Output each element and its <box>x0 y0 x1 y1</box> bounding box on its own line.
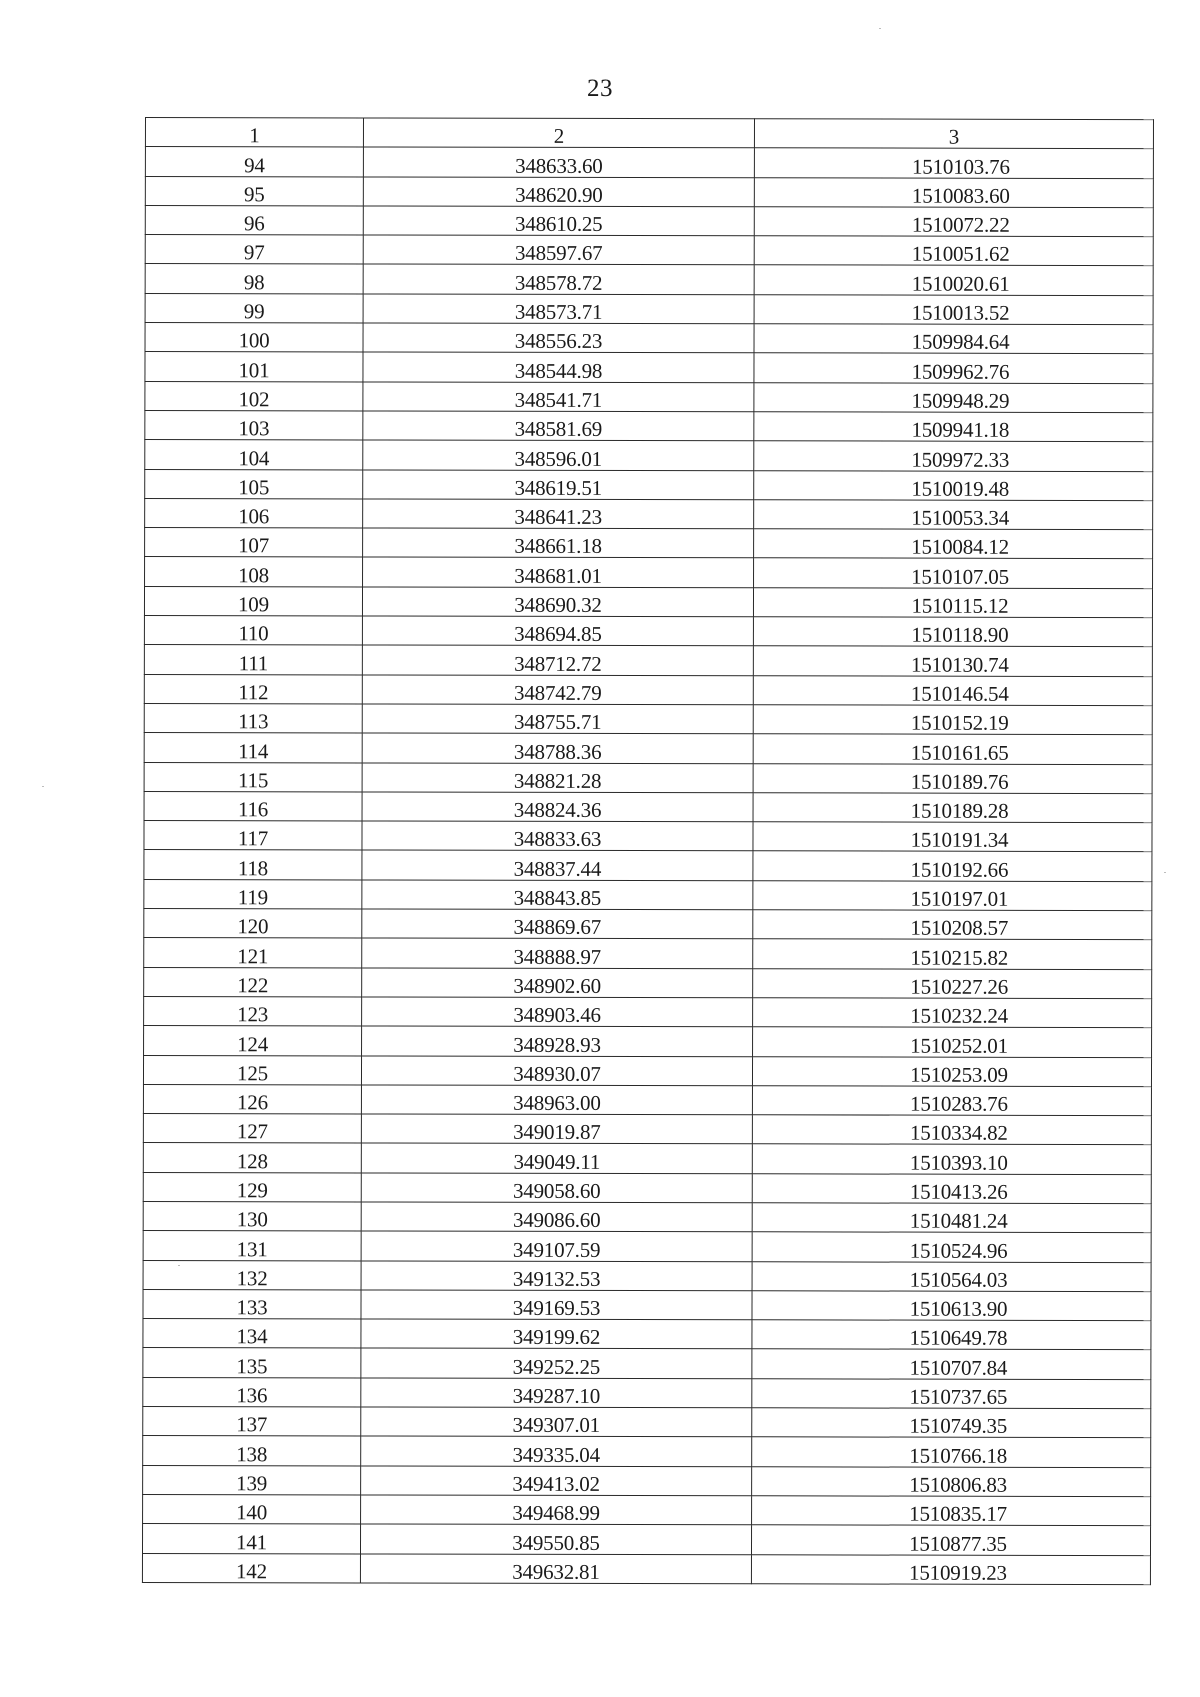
table-row <box>145 528 1153 559</box>
x-coordinate-cell: 348690.32 <box>362 587 753 617</box>
point-number-cell: 104 <box>145 440 363 470</box>
point-number-cell: 126 <box>143 1084 361 1114</box>
table-row <box>144 762 1152 793</box>
y-coordinate-cell: 1510083.60 <box>754 177 1153 207</box>
page-number: 23 <box>587 75 613 102</box>
table-row <box>144 996 1152 1027</box>
x-coordinate-cell: 348903.46 <box>362 997 753 1027</box>
x-coordinate-cell: 348544.98 <box>363 352 754 382</box>
table-row <box>142 1524 1150 1555</box>
x-coordinate-cell: 349307.01 <box>361 1407 752 1437</box>
point-number-cell: 96 <box>145 205 363 235</box>
y-coordinate-cell: 1510189.28 <box>753 793 1152 823</box>
y-coordinate-cell: 1510227.26 <box>753 968 1152 998</box>
table-row <box>145 440 1153 471</box>
table-row <box>143 1348 1151 1379</box>
x-coordinate-cell: 348788.36 <box>362 733 753 763</box>
y-coordinate-cell: 1510749.35 <box>752 1408 1151 1438</box>
table-row <box>143 1494 1151 1525</box>
y-coordinate-cell: 1510393.10 <box>752 1144 1151 1174</box>
y-coordinate-cell: 1510208.57 <box>753 910 1152 940</box>
y-coordinate-cell: 1510146.54 <box>753 675 1152 705</box>
x-coordinate-cell: 349049.11 <box>361 1143 752 1173</box>
table-row <box>143 1436 1151 1467</box>
table-row <box>144 791 1152 822</box>
y-coordinate-cell: 1510197.01 <box>753 880 1152 910</box>
scan-speck <box>42 786 44 787</box>
table-row <box>144 674 1152 705</box>
y-coordinate-cell: 1510161.65 <box>753 734 1152 764</box>
x-coordinate-cell: 348541.71 <box>363 382 754 412</box>
y-coordinate-cell: 1510806.83 <box>752 1466 1151 1496</box>
table-row <box>145 293 1153 324</box>
point-number-cell: 97 <box>145 235 363 265</box>
point-number-cell: 95 <box>145 176 363 206</box>
table-row <box>144 616 1152 647</box>
y-coordinate-cell: 1510191.34 <box>753 822 1152 852</box>
x-coordinate-cell: 348619.51 <box>363 470 754 500</box>
point-number-cell: 101 <box>145 352 363 382</box>
table-row <box>144 821 1152 852</box>
table-header-row <box>145 118 1153 149</box>
y-coordinate-cell: 1510051.62 <box>754 236 1153 266</box>
table-row <box>144 1026 1152 1057</box>
x-coordinate-cell: 349132.53 <box>361 1261 752 1291</box>
point-number-cell: 125 <box>143 1055 361 1085</box>
x-coordinate-cell: 349199.62 <box>361 1319 752 1349</box>
table-row <box>145 498 1153 529</box>
x-coordinate-cell: 348610.25 <box>363 206 754 236</box>
point-number-cell: 132 <box>143 1260 361 1290</box>
point-number-cell: 109 <box>144 586 362 616</box>
y-coordinate-cell: 1510613.90 <box>752 1291 1151 1321</box>
point-number-cell: 137 <box>143 1407 361 1437</box>
y-coordinate-cell: 1510524.96 <box>752 1232 1151 1262</box>
table-row <box>142 1553 1150 1584</box>
table-row <box>145 147 1153 178</box>
table-row <box>143 1055 1151 1086</box>
column-header-2: 2 <box>363 118 754 148</box>
y-coordinate-cell: 1510215.82 <box>753 939 1152 969</box>
y-coordinate-cell: 1510253.09 <box>752 1056 1151 1086</box>
table-row <box>145 352 1153 383</box>
y-coordinate-cell: 1510053.34 <box>754 500 1153 530</box>
x-coordinate-cell: 349413.02 <box>361 1466 752 1496</box>
table-row <box>144 586 1152 617</box>
point-number-cell: 140 <box>143 1494 361 1524</box>
y-coordinate-cell: 1509962.76 <box>754 353 1153 383</box>
table-row <box>143 1319 1151 1350</box>
table-row <box>143 1172 1151 1203</box>
x-coordinate-cell: 348928.93 <box>362 1026 753 1056</box>
point-number-cell: 113 <box>144 703 362 733</box>
column-header-1: 1 <box>145 118 363 148</box>
x-coordinate-cell: 349335.04 <box>361 1436 752 1466</box>
x-coordinate-cell: 348581.69 <box>363 411 754 441</box>
y-coordinate-cell: 1510130.74 <box>753 646 1152 676</box>
x-coordinate-cell: 348633.60 <box>363 147 754 177</box>
y-coordinate-cell: 1509972.33 <box>754 441 1153 471</box>
x-coordinate-cell: 348755.71 <box>362 704 753 734</box>
x-coordinate-cell: 348902.60 <box>362 968 753 998</box>
table-row <box>144 909 1152 940</box>
x-coordinate-cell: 348930.07 <box>361 1055 752 1085</box>
x-coordinate-cell: 348620.90 <box>363 177 754 207</box>
point-number-cell: 116 <box>144 791 362 821</box>
point-number-cell: 98 <box>145 264 363 294</box>
x-coordinate-cell: 349468.99 <box>361 1495 752 1525</box>
y-coordinate-cell: 1510737.65 <box>752 1379 1151 1409</box>
x-coordinate-cell: 348742.79 <box>362 675 753 705</box>
x-coordinate-cell: 348597.67 <box>363 235 754 265</box>
x-coordinate-cell: 348596.01 <box>363 440 754 470</box>
table-row <box>145 235 1153 266</box>
point-number-cell: 100 <box>145 323 363 353</box>
y-coordinate-cell: 1510564.03 <box>752 1261 1151 1291</box>
table-row <box>143 1260 1151 1291</box>
table-row <box>144 967 1152 998</box>
table-row <box>145 176 1153 207</box>
y-coordinate-cell: 1510152.19 <box>753 705 1152 735</box>
point-number-cell: 127 <box>143 1114 361 1144</box>
x-coordinate-cell: 349169.53 <box>361 1290 752 1320</box>
y-coordinate-cell: 1510020.61 <box>754 265 1153 295</box>
point-number-cell: 99 <box>145 293 363 323</box>
y-coordinate-cell: 1510072.22 <box>754 207 1153 237</box>
point-number-cell: 134 <box>143 1319 361 1349</box>
y-coordinate-cell: 1510334.82 <box>752 1115 1151 1145</box>
y-coordinate-cell: 1510252.01 <box>753 1027 1152 1057</box>
point-number-cell: 135 <box>143 1348 361 1378</box>
point-number-cell: 124 <box>144 1026 362 1056</box>
table-row <box>145 469 1153 500</box>
point-number-cell: 122 <box>144 967 362 997</box>
table-row <box>144 703 1152 734</box>
y-coordinate-cell: 1509948.29 <box>754 382 1153 412</box>
table-row <box>144 645 1152 676</box>
point-number-cell: 121 <box>144 938 362 968</box>
y-coordinate-cell: 1510192.66 <box>753 851 1152 881</box>
point-number-cell: 120 <box>144 909 362 939</box>
table-row <box>145 410 1153 441</box>
table-row <box>144 733 1152 764</box>
x-coordinate-cell: 348681.01 <box>363 557 754 587</box>
x-coordinate-cell: 348837.44 <box>362 850 753 880</box>
point-number-cell: 142 <box>142 1553 360 1583</box>
scan-speck <box>879 28 881 29</box>
point-number-cell: 139 <box>143 1465 361 1495</box>
y-coordinate-cell: 1510877.35 <box>751 1525 1150 1555</box>
x-coordinate-cell: 348641.23 <box>363 499 754 529</box>
y-coordinate-cell: 1510189.76 <box>753 763 1152 793</box>
x-coordinate-cell: 349632.81 <box>360 1554 751 1584</box>
table-row <box>145 381 1153 412</box>
y-coordinate-cell: 1510232.24 <box>753 998 1152 1028</box>
x-coordinate-cell: 348694.85 <box>362 616 753 646</box>
table-row <box>145 205 1153 236</box>
table-row <box>143 1377 1151 1408</box>
point-number-cell: 107 <box>145 528 363 558</box>
y-coordinate-cell: 1510084.12 <box>754 529 1153 559</box>
point-number-cell: 130 <box>143 1201 361 1231</box>
x-coordinate-cell: 348556.23 <box>363 323 754 353</box>
table-body <box>142 147 1153 1585</box>
y-coordinate-cell: 1509941.18 <box>754 412 1153 442</box>
point-number-cell: 106 <box>145 498 363 528</box>
table-row <box>143 1289 1151 1320</box>
point-number-cell: 129 <box>143 1172 361 1202</box>
point-number-cell: 111 <box>144 645 362 675</box>
point-number-cell: 115 <box>144 762 362 792</box>
table-row <box>143 1231 1151 1262</box>
point-number-cell: 105 <box>145 469 363 499</box>
point-number-cell: 112 <box>144 674 362 704</box>
table-row <box>145 557 1153 588</box>
x-coordinate-cell: 349107.59 <box>361 1231 752 1261</box>
table-row <box>143 1084 1151 1115</box>
y-coordinate-cell: 1510919.23 <box>751 1554 1150 1584</box>
x-coordinate-cell: 348963.00 <box>361 1085 752 1115</box>
y-coordinate-cell: 1510835.17 <box>752 1496 1151 1526</box>
x-coordinate-cell: 349086.60 <box>361 1202 752 1232</box>
point-number-cell: 136 <box>143 1377 361 1407</box>
point-number-cell: 94 <box>145 147 363 177</box>
y-coordinate-cell: 1510013.52 <box>754 295 1153 325</box>
x-coordinate-cell: 348833.63 <box>362 821 753 851</box>
y-coordinate-cell: 1510019.48 <box>754 470 1153 500</box>
x-coordinate-cell: 349287.10 <box>361 1378 752 1408</box>
x-coordinate-cell: 348821.28 <box>362 762 753 792</box>
table-row <box>145 323 1153 354</box>
x-coordinate-cell: 348824.36 <box>362 792 753 822</box>
y-coordinate-cell: 1510413.26 <box>752 1173 1151 1203</box>
table-row <box>143 1465 1151 1496</box>
coordinates-table <box>142 117 1154 1585</box>
table-row <box>143 1201 1151 1232</box>
table-row <box>144 850 1152 881</box>
scan-speck <box>178 1265 180 1266</box>
x-coordinate-cell: 348578.72 <box>363 264 754 294</box>
point-number-cell: 118 <box>144 850 362 880</box>
point-number-cell: 141 <box>142 1524 360 1554</box>
column-header-3: 3 <box>754 119 1153 149</box>
table-row <box>143 1143 1151 1174</box>
point-number-cell: 119 <box>144 879 362 909</box>
x-coordinate-cell: 348712.72 <box>362 645 753 675</box>
y-coordinate-cell: 1510107.05 <box>754 558 1153 588</box>
y-coordinate-cell: 1510707.84 <box>752 1349 1151 1379</box>
point-number-cell: 131 <box>143 1231 361 1261</box>
x-coordinate-cell: 348888.97 <box>362 938 753 968</box>
point-number-cell: 128 <box>143 1143 361 1173</box>
point-number-cell: 133 <box>143 1289 361 1319</box>
y-coordinate-cell: 1510103.76 <box>754 148 1153 178</box>
x-coordinate-cell: 349019.87 <box>361 1114 752 1144</box>
x-coordinate-cell: 348869.67 <box>362 909 753 939</box>
y-coordinate-cell: 1510283.76 <box>752 1086 1151 1116</box>
y-coordinate-cell: 1510766.18 <box>752 1437 1151 1467</box>
point-number-cell: 108 <box>145 557 363 587</box>
x-coordinate-cell: 348661.18 <box>363 528 754 558</box>
x-coordinate-cell: 349550.85 <box>360 1524 751 1554</box>
point-number-cell: 114 <box>144 733 362 763</box>
table-row <box>144 879 1152 910</box>
y-coordinate-cell: 1510481.24 <box>752 1203 1151 1233</box>
x-coordinate-cell: 349252.25 <box>361 1348 752 1378</box>
x-coordinate-cell: 348573.71 <box>363 294 754 324</box>
y-coordinate-cell: 1510118.90 <box>753 617 1152 647</box>
table-row <box>145 264 1153 295</box>
table-row <box>143 1407 1151 1438</box>
point-number-cell: 110 <box>144 616 362 646</box>
y-coordinate-cell: 1509984.64 <box>754 324 1153 354</box>
table-header <box>145 118 1153 149</box>
x-coordinate-cell: 349058.60 <box>361 1173 752 1203</box>
point-number-cell: 138 <box>143 1436 361 1466</box>
y-coordinate-cell: 1510649.78 <box>752 1320 1151 1350</box>
y-coordinate-cell: 1510115.12 <box>753 588 1152 618</box>
table-row <box>144 938 1152 969</box>
point-number-cell: 103 <box>145 410 363 440</box>
x-coordinate-cell: 348843.85 <box>362 880 753 910</box>
scan-speck <box>1164 872 1166 873</box>
table-row <box>143 1114 1151 1145</box>
point-number-cell: 123 <box>144 996 362 1026</box>
point-number-cell: 102 <box>145 381 363 411</box>
point-number-cell: 117 <box>144 821 362 851</box>
